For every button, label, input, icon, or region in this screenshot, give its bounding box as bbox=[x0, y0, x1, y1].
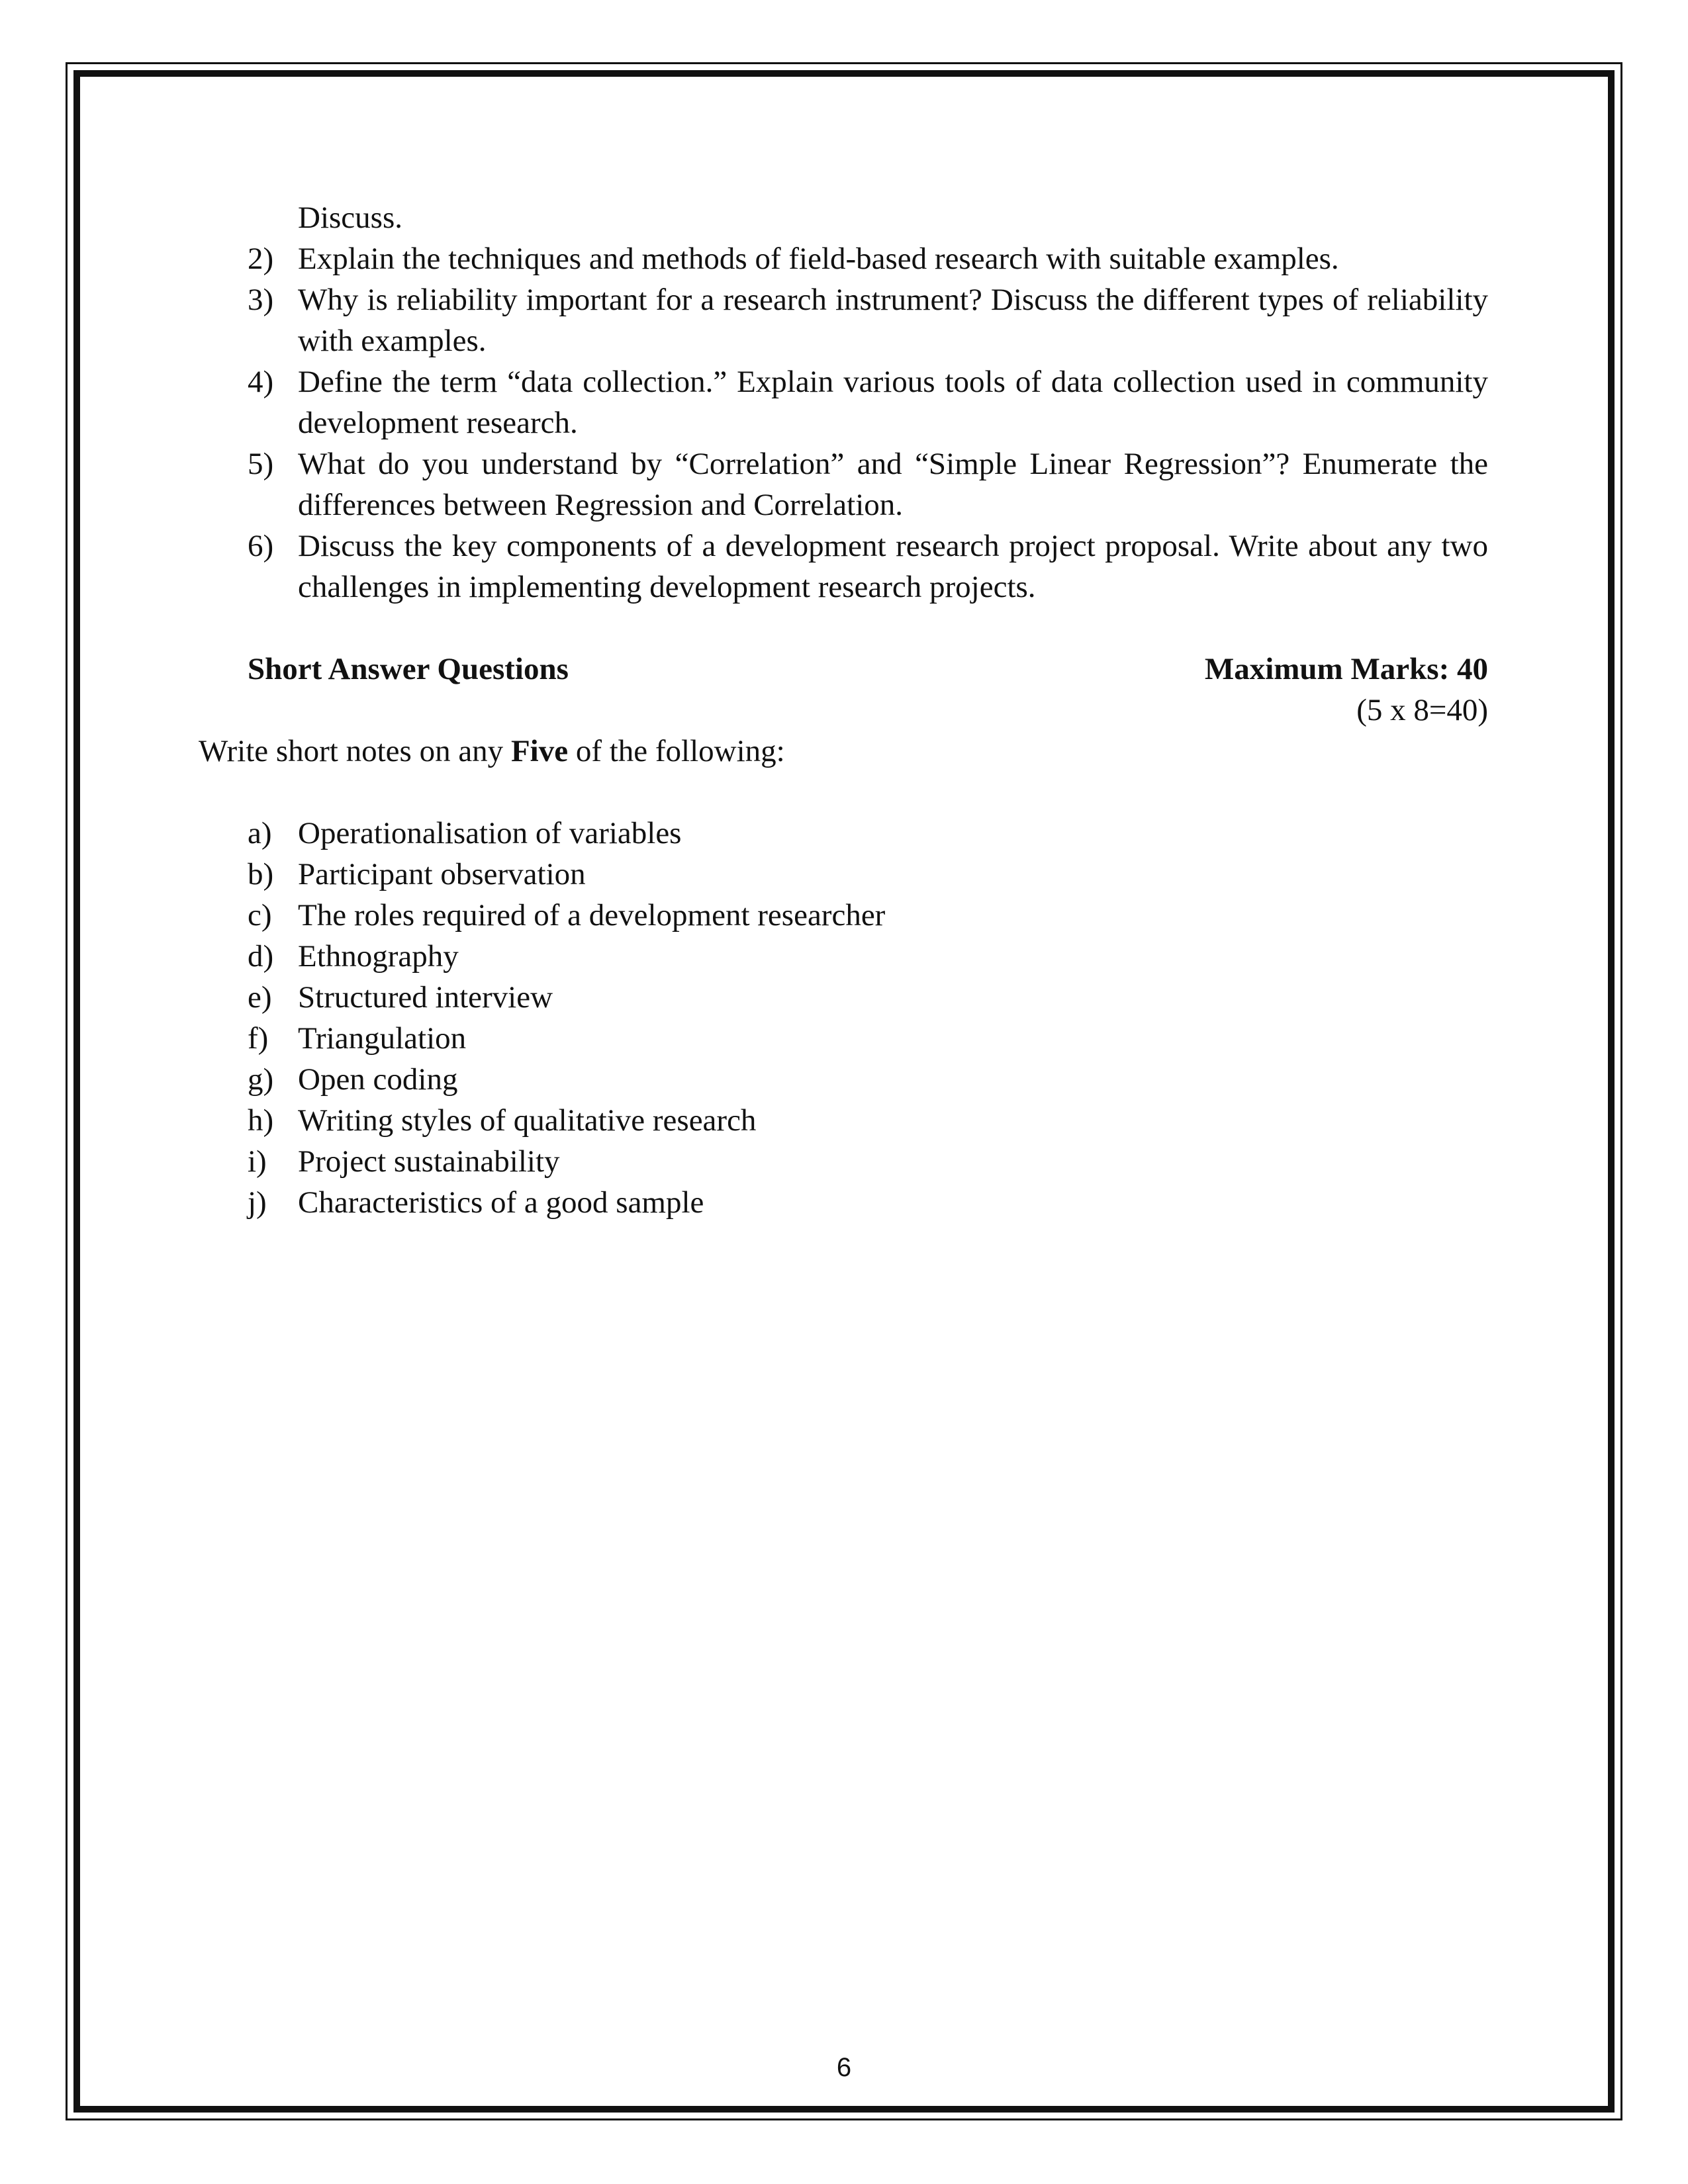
maximum-marks: Maximum Marks: 40 bbox=[1204, 652, 1488, 686]
short-question-item bbox=[199, 813, 1488, 854]
long-question-2 bbox=[199, 238, 1488, 279]
item-letter: d) bbox=[248, 939, 274, 974]
marks-formula: (5 x 8=40) bbox=[1356, 693, 1488, 727]
item-text: Operationalisation of variables bbox=[298, 816, 682, 850]
item-letter: h) bbox=[248, 1103, 274, 1138]
question-text: Why is reliability important for a research instrument? Discuss the different types of reliability with examples. bbox=[298, 283, 1488, 358]
item-text: Participant observation bbox=[298, 857, 586, 891]
question-text: Discuss the key components of a development research project proposal. Write about any two challenges in implementing development research projects. bbox=[298, 529, 1488, 604]
long-question-4 bbox=[199, 361, 1488, 443]
short-question-item bbox=[199, 854, 1488, 895]
item-letter: b) bbox=[248, 857, 274, 891]
item-text: Open coding bbox=[298, 1062, 458, 1097]
short-question-item bbox=[199, 1100, 1488, 1141]
item-text: Triangulation bbox=[298, 1021, 467, 1056]
instruction-text-after: of the following: bbox=[568, 734, 785, 768]
short-answer-header bbox=[199, 649, 1488, 690]
short-question-item bbox=[199, 1018, 1488, 1059]
item-letter: a) bbox=[248, 816, 272, 850]
item-text: Ethnography bbox=[298, 939, 459, 974]
question-number: 2) bbox=[248, 242, 274, 276]
item-text: Writing styles of qualitative research bbox=[298, 1103, 757, 1138]
question-text: Define the term “data collection.” Explain various tools of data collection used in community development research. bbox=[298, 365, 1488, 440]
long-question-3 bbox=[199, 279, 1488, 361]
long-question-6 bbox=[199, 525, 1488, 608]
question-number: 3) bbox=[248, 283, 274, 317]
question-continuation-text: Discuss. bbox=[298, 201, 402, 235]
item-letter: i) bbox=[248, 1144, 267, 1179]
item-text: Project sustainability bbox=[298, 1144, 560, 1179]
question-number: 6) bbox=[248, 529, 274, 563]
short-question-item bbox=[199, 1182, 1488, 1223]
item-letter: f) bbox=[248, 1021, 269, 1056]
question-text: Explain the techniques and methods of field-based research with suitable examples. bbox=[298, 242, 1339, 276]
short-question-item bbox=[199, 1141, 1488, 1182]
item-letter: e) bbox=[248, 980, 272, 1015]
item-text: The roles required of a development researcher bbox=[298, 898, 886, 933]
page-number: 6 bbox=[836, 2053, 852, 2082]
section-instruction bbox=[199, 731, 1488, 772]
question-text: What do you understand by “Correlation” and “Simple Linear Regression”? Enumerate the differences between Regression and Correlation. bbox=[298, 447, 1488, 522]
item-letter: j) bbox=[248, 1185, 267, 1220]
short-question-item bbox=[199, 936, 1488, 977]
short-question-item bbox=[199, 1059, 1488, 1100]
section-heading: Short Answer Questions bbox=[248, 652, 569, 686]
question-number: 4) bbox=[248, 365, 274, 399]
question-continuation bbox=[199, 197, 1488, 238]
question-number: 5) bbox=[248, 447, 274, 481]
spacer bbox=[199, 772, 1488, 813]
instruction-text-before: Write short notes on any bbox=[199, 734, 511, 768]
long-question-5 bbox=[199, 443, 1488, 525]
item-text: Structured interview bbox=[298, 980, 553, 1015]
item-text: Characteristics of a good sample bbox=[298, 1185, 704, 1220]
page-content bbox=[199, 197, 1488, 1223]
short-question-item bbox=[199, 895, 1488, 936]
item-letter: g) bbox=[248, 1062, 274, 1097]
item-letter: c) bbox=[248, 898, 272, 933]
short-question-item bbox=[199, 977, 1488, 1018]
instruction-emphasis: Five bbox=[510, 734, 569, 768]
